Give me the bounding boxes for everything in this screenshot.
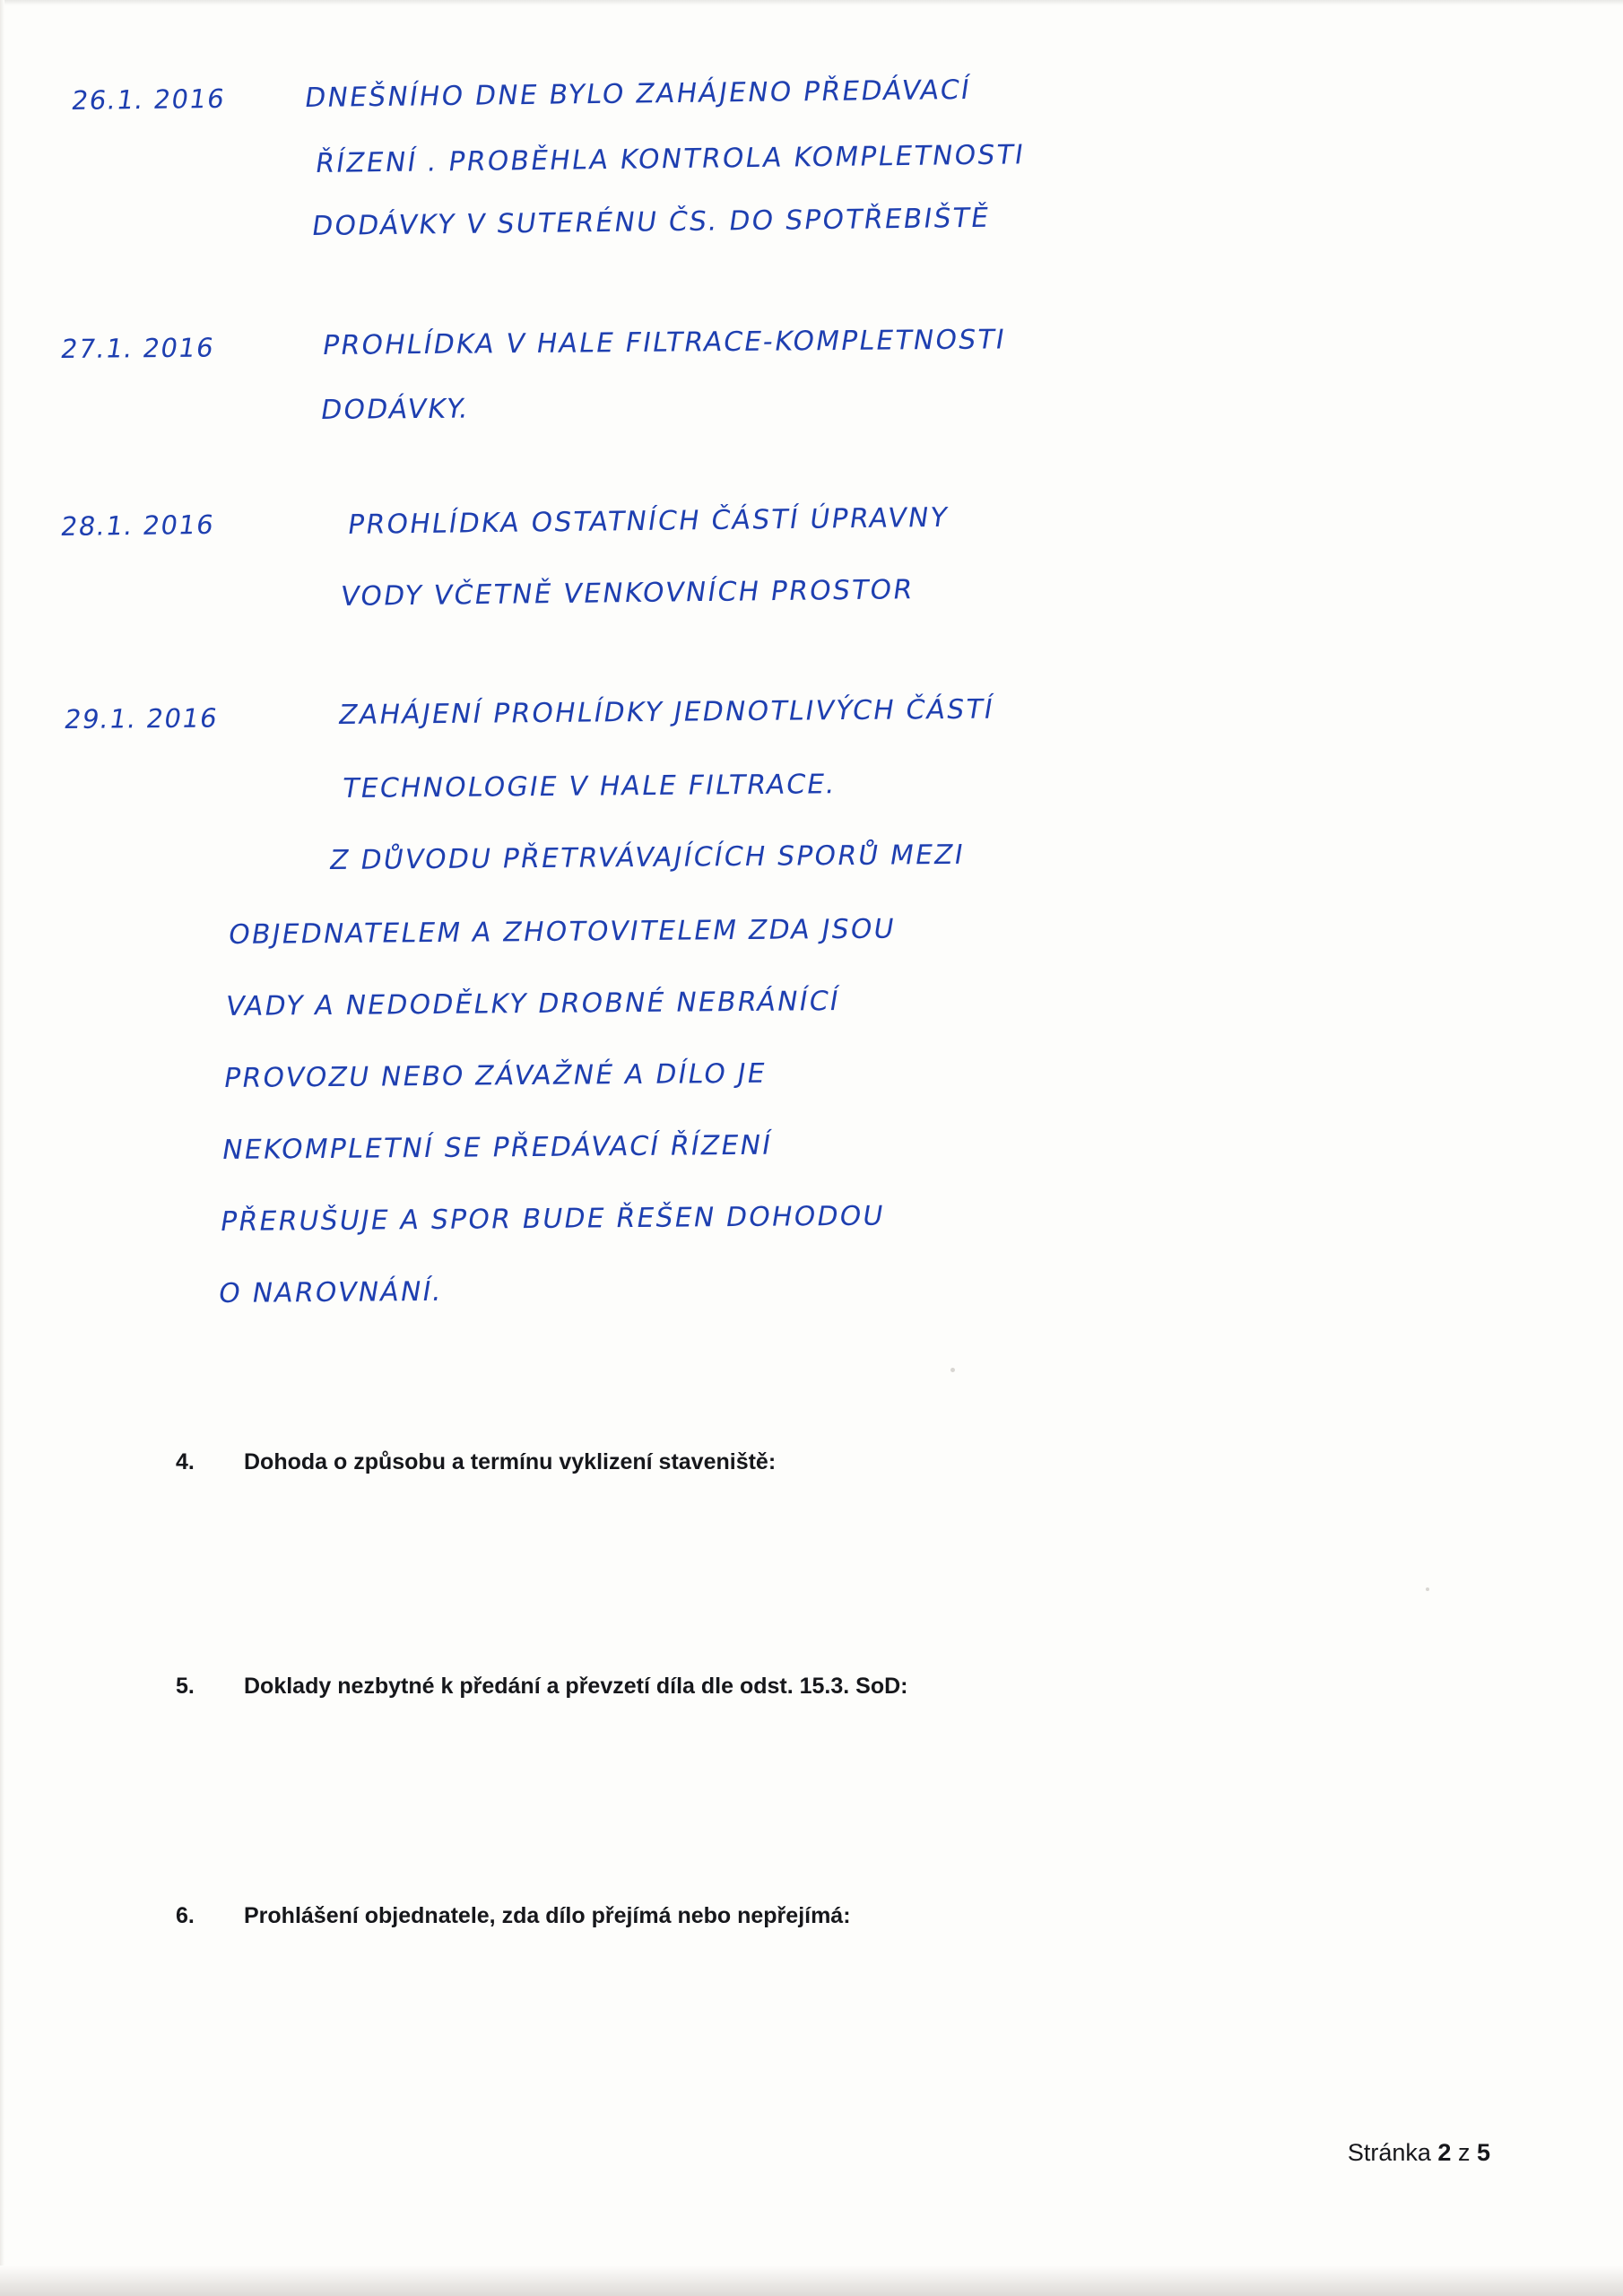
scan-speck [1426,1587,1429,1591]
handwritten-line: OBJEDNATELEM A ZHOTOVITELEM ZDA JSOU [226,913,898,951]
handwritten-line: VADY A NEDODĚLKY DROBNÉ NEBRÁNÍCÍ [223,986,843,1022]
handwritten-line: PROHLÍDKA V HALE FILTRACE-KOMPLETNOSTI [320,324,1009,361]
handwritten-line: ZAHÁJENÍ PROHLÍDKY JEDNOTLIVÝCH ČÁSTÍ [336,693,997,731]
item-number-6: 6. [176,1903,195,1928]
handwritten-line: DODÁVKY. [318,393,473,426]
scan-edge-top [0,0,1623,5]
handwritten-line: PŘERUŠUJE A SPOR BUDE ŘEŠEN DOHODOU [218,1200,888,1238]
handwritten-line: Z DŮVODU PŘETRVÁVAJÍCÍCH SPORŮ MEZI [327,839,968,876]
handwritten-date: 27.1. 2016 [58,332,217,364]
footer-total-pages: 5 [1476,2139,1490,2166]
item-text-4: Dohoda o způsobu a termínu vyklizení staveniště: [244,1449,777,1474]
item-number-5: 5. [176,1674,195,1699]
scan-edge-left [0,0,4,2296]
item-text-5: Doklady nezbytné k předání a převzetí díla dle odst. 15.3. SoD: [244,1674,908,1699]
handwritten-line: PROVOZU NEBO ZÁVAŽNÉ A DÍLO JE [221,1057,769,1094]
handwritten-line: O NAROVNÁNÍ. [216,1275,446,1309]
footer-current-page: 2 [1437,2139,1452,2166]
handwritten-line: NEKOMPLETNÍ SE PŘEDÁVACÍ ŘÍZENÍ [220,1129,775,1166]
handwritten-line: PROHLÍDKA OSTATNÍCH ČÁSTÍ ÚPRAVNY [345,501,951,541]
handwritten-date: 29.1. 2016 [62,702,221,735]
handwritten-line: TECHNOLOGIE V HALE FILTRACE. [340,769,839,804]
handwritten-line: DNEŠNÍHO DNE BYLO ZAHÁJENO PŘEDÁVACÍ [302,74,974,114]
footer-label: Stránka [1347,2139,1431,2166]
item-number-4: 4. [176,1449,195,1474]
footer-of: z [1457,2139,1471,2166]
handwritten-line: DODÁVKY V SUTERÉNU ČS. DO SPOTŘEBIŠTĚ [309,202,993,242]
handwritten-line: ŘÍZENÍ . PROBĚHLA KONTROLA KOMPLETNOSTI [313,139,1028,179]
scan-edge-bottom [0,2266,1623,2296]
scan-speck [950,1368,955,1372]
item-text-6: Prohlášení objednatele, zda dílo přejímá nebo nepřejímá: [244,1903,851,1928]
page-footer [1348,2139,1490,2167]
handwritten-date: 26.1. 2016 [69,83,228,116]
handwritten-line: VODY VČETNĚ VENKOVNÍCH PROSTOR [338,574,916,613]
handwritten-date: 28.1. 2016 [58,509,217,542]
